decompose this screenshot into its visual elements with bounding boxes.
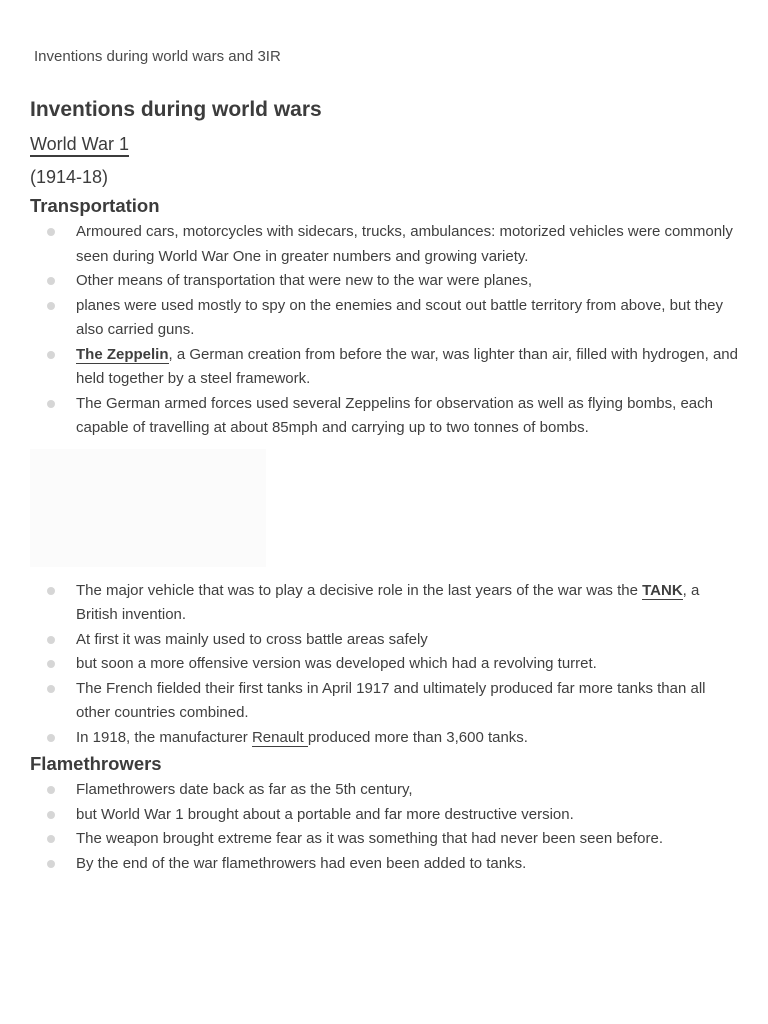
transportation-list — [30, 220, 740, 441]
zeppelin-text: , a German creation from before the war, was lighter than air, filled with hydrogen, and held together by a steel framework. — [76, 345, 738, 387]
list-item — [30, 343, 740, 392]
tank-link[interactable]: TANK — [642, 581, 683, 599]
renault-text-pre: In 1918, the manufacturer — [76, 728, 252, 746]
renault-link[interactable]: Renault — [251, 728, 308, 746]
list-item: The German armed forces used several Zeppelins for observation as well as flying bombs, each capable of travelling at about 85mph and carrying up to two tonnes of bombs. — [30, 392, 740, 441]
zeppelin-link[interactable]: The Zeppelin — [76, 345, 169, 363]
tank-text-pre: The major vehicle that was to play a decisive role in the last years of the war was the — [76, 581, 643, 599]
flamethrowers-list — [30, 778, 740, 876]
document-title: Inventions during world wars and 3IR — [34, 48, 281, 65]
list-item: but World War 1 brought about a portable and far more destructive version. — [30, 803, 740, 828]
list-item: Other means of transportation that were new to the war were planes, — [30, 269, 740, 294]
tank-list — [30, 579, 740, 751]
list-item: Armoured cars, motorcycles with sidecars, trucks, ambulances: motorized vehicles were commonly seen during World War One in greater numbers and growing variety. — [30, 220, 740, 269]
list-item: but soon a more offensive version was developed which had a revolving turret. — [30, 652, 740, 677]
document-content — [30, 96, 740, 876]
image-placeholder — [30, 449, 266, 567]
list-item — [30, 726, 740, 751]
list-item: The French fielded their first tanks in April 1917 and ultimately produced far more tanks than all other countries combined. — [30, 677, 740, 726]
list-item — [30, 579, 740, 628]
main-heading: Inventions during world wars — [30, 98, 322, 121]
renault-text-post: produced more than 3,600 tanks. — [307, 728, 528, 746]
list-item: planes were used mostly to spy on the enemies and scout out battle territory from above, but they also carried guns. — [30, 294, 740, 343]
list-item: At first it was mainly used to cross battle areas safely — [30, 628, 740, 653]
list-item: The weapon brought extreme fear as it was something that had never been seen before. — [30, 827, 740, 852]
flamethrowers-heading: Flamethrowers — [30, 753, 162, 774]
world-war-1-years: (1914-18) — [30, 167, 109, 187]
tank-text-post: , a British invention. — [76, 581, 700, 623]
world-war-1-heading[interactable]: World War 1 — [30, 133, 129, 157]
list-item: By the end of the war flamethrowers had even been added to tanks. — [30, 852, 740, 877]
transportation-heading: Transportation — [30, 195, 160, 216]
list-item: Flamethrowers date back as far as the 5th century, — [30, 778, 740, 803]
